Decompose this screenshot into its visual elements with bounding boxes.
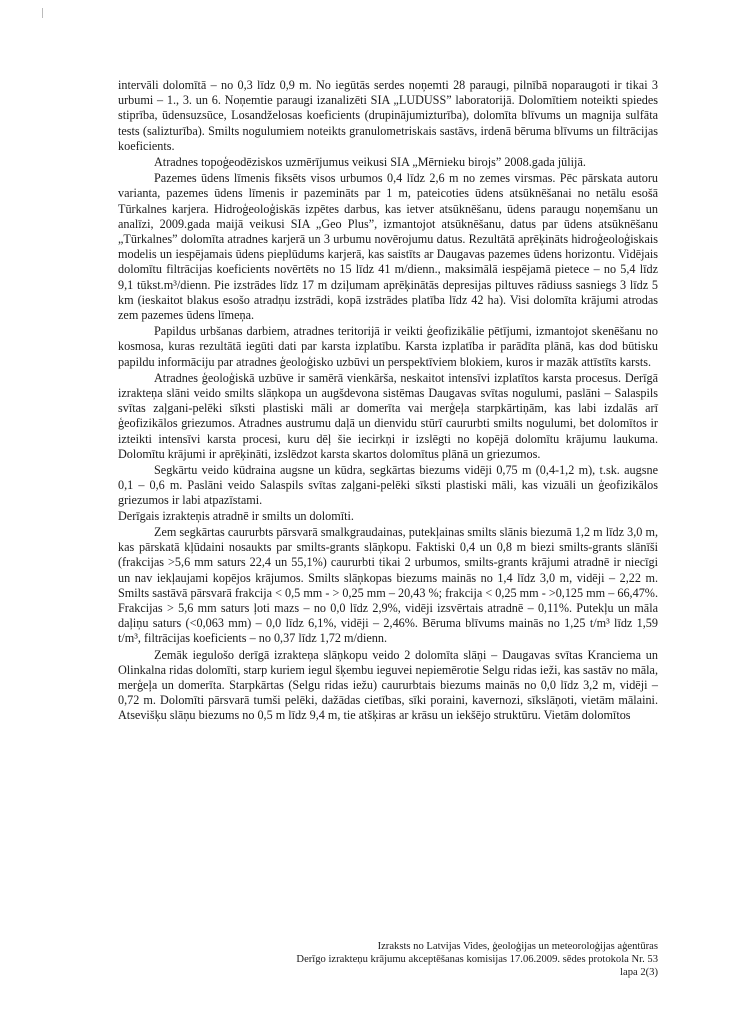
document-body [118, 78, 658, 724]
paragraph-8: Zem segkārtas caururbts pārsvarā smalkgraudainas, putekļainas smilts slānis biezumā 1,2 m līdz 3,0 m, kas pārskatā kļūdaini nosaukts par smilts-grants slāņkopu. Faktiski 0,4 un 0,8 m biezi smilts-grants slānīši (frakcijas >5,6 mm saturs 22,4 un 55,1%) caururbti tikai 2 urbumos, smilts-grants krājumi atradnē ir niecīgi un nav iekļaujami kopējos krājumos. Smilts slāņkopas biezums mainās no 1,4 līdz 3,0 m, vidēji – 2,22 m. Smilts sastāvā pārsvarā frakcija < 0,5 mm - > 0,25 mm – 20,43 %; frakcija < 0,25 mm - >0,125 mm – 66,47%. Frakcijas > 5,6 mm saturs ļoti mazs – no 0,0 līdz 2,9%, vidēji izsvērtais atradnē – 0,11%. Putekļu un māla daļiņu saturs (<0,063 mm) – 0,0 līdz 6,1%, vidēji – 2,46%. Bēruma blīvums mainās no 1,25 t/m³ līdz 1,59 t/m³, filtrācijas koeficients – no 0,37 līdz 1,72 m/dienn. [118, 524, 658, 646]
footer-protocol-line: Derīgo izrakteņu krājumu akceptēšanas komisijas 17.06.2009. sēdes protokola Nr. 53 [296, 954, 658, 965]
page-footer [296, 940, 658, 979]
footer-agency-line: Izraksts no Latvijas Vides, ģeoloģijas un meteoroloģijas aģentūras [377, 941, 658, 952]
paragraph-1: intervāli dolomītā – no 0,3 līdz 0,9 m. No iegūtās serdes noņemti 28 paraugi, pilnībā noparaugoti ir tikai 3 urbumi – 1., 3. un 6. Noņemtie paraugi izanalizēti SIA „LUDUSS” laboratorijā. Dolomītiem noteikti spiedes stiprība, ūdensuzsūce, Losandželosas koeficients (drupinājumizturība), dolomīta blīvums un magnija sulfāta tests (salizturība). Smilts nogulumiem noteikts granulometriskais sastāvs, irdenā bēruma blīvums un filtrācijas koeficients. [118, 78, 658, 153]
paragraph-4: Papildus urbšanas darbiem, atradnes teritorijā ir veikti ģeofizikālie pētījumi, izmantojot skenēšanu no kosmosa, kuras rezultātā iegūti dati par karsta izplatību. Karsta izplatība ir parādīta plānā, kas dod būtisku papildu informāciju par atradnes ģeoloģisko uzbūvi un perspektīviem blokiem, kuros ir mazāk attīstīts karsts. [118, 324, 658, 369]
scan-edge-mark [42, 8, 43, 18]
footer-page-number: lapa 2(3) [620, 967, 658, 978]
paragraph-9: Zemāk iegulošo derīgā izrakteņa slāņkopu veido 2 dolomīta slāņi – Daugavas svītas Kranciema un Olinkalna ridas dolomīti, starp kuriem iegul šķembu ieguvei nepiemērotie Selgu ridas ieži, kas sastāv no māla, merģeļa un domerīta. Starpkārtas (Selgu ridas iežu) caururbtais biezums mainās no 0,0 līdz 3,2 m, vidēji – 0,72 m. Dolomīti pārsvarā tumši pelēki, dažādas cietības, sīki poraini, kavernozi, sīkslāņoti, vietām mālaini. Atsevišķu slāņu biezums no 0,5 m līdz 9,4 m, tie atšķiras ar krāsu un iekšējo struktūru. Vietām dolomītos [118, 647, 658, 723]
paragraph-6: Segkārtu veido kūdraina augsne un kūdra, segkārtas biezums vidēji 0,75 m (0,4-1,2 m), t.sk. augsne 0,1 – 0,6 m. Paslāni veido Salaspils svītas zaļgani-pelēki sīksti plastiski māli, kas vizuāli un ģeofizikālos griezumos ir labi atpazīstami. [118, 463, 658, 508]
paragraph-5: Atradnes ģeoloģiskā uzbūve ir samērā vienkārša, neskaitot intensīvi izplatītos karsta procesus. Derīgā izrakteņa slāni veido smilts slāņkopa un augšdevona sistēmas Daugavas svītas nogulumi, paslāni – Salaspils svītas zaļgani-pelēki sīksti plastiski māli ar domerīta vai merģeļa starpkārtiņām, kas labi izdalās arī ģeofizikālos griezumos. Atradnes austrumu daļā un dienvidu stūrī caururbti smilts nogulumi, bet dolomītos ir izteikti intensīvi karsta procesi, kuru dēļ šie iecirkņi ir izslēgti no kopējā dolomītu krājumu laukuma. Dolomītu krājumi ir aprēķināti, izslēdzot karsta skartos dolomītus plānā un griezumos. [118, 370, 658, 461]
paragraph-7: Derīgais izrakteņis atradnē ir smilts un dolomīti. [118, 508, 354, 523]
paragraph-3: Pazemes ūdens līmenis fiksēts visos urbumos 0,4 līdz 2,6 m no zemes virsmas. Pēc pārskata autoru varianta, pazemes ūdens līmenis ir pazemināts par 1 m, pateicoties ūdens atsūknēšanai no netālu esošā Tūrkalnes karjera. Hidroģeoloģiskās izpētes darbus, kas ietver atsūknēšanu, ūdens paraugu noņemšanu un analīzi, 2009.gada maijā veikusi SIA „Geo Plus”, izmantojot atsūknēšanu, datus par ūdens atsūknēšanu „Tūrkalnes” dolomīta atradnes karjerā un 3 urbumu novērojumu datus. Rezultātā aprēķināts hidroģeoloģiskais modelis un iespējamais ūdens pieplūdums karjerā, kas saistīts ar Daugavas pazemes ūdens horizontu. Vidējais dolomītu filtrācijas koeficients novērtēts no 15 līdz 41 m/dienn., maksimālā iespējamā pietece – no 5,4 līdz 9,1 tūkst.m³/dienn. Pie izstrādes līdz 17 m dziļumam aprēķinātās depresijas piltuves rādiuss sasniegs 3 līdz 5 km (ieskaitot blakus esošo atradņu izstrādi, kopā izstrādes platība līdz 42 ha). Visi dolomīta krājumi atrodas zem pazemes ūdens līmeņa. [118, 171, 658, 323]
paragraph-2: Atradnes topoģeodēziskos uzmērījumus veikusi SIA „Mērnieku birojs” 2008.gada jūlijā. [154, 155, 586, 170]
